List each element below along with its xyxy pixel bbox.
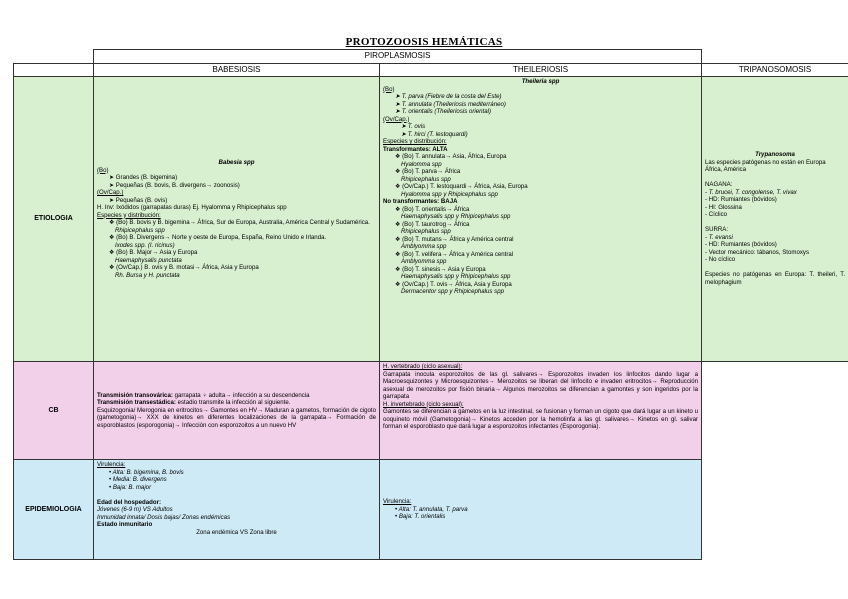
babesia-genus: Babesia spp [218, 159, 255, 166]
theileria-bo-item: ➤ T. parva (Fiebre de la costa del Este) [395, 93, 502, 100]
trypano-nonpathogenic: Especies no patógenas en Europa: T. theileri, T. melophagium [705, 271, 846, 286]
babesia-dist-vector: Ixodes spp. (I. ricinus) [115, 241, 175, 249]
theileria-epi-vir-item: • Baja: T. orientalis [395, 513, 446, 521]
theileria-cb-hi-text: Gamontes se diferencian a gametos en la luz intestinal, se fusionan y forman un cigoto que dará lugar a un kineto u ooquineto móvil (Gametogonia)→ Kinetos acceden por la hemolinfa a las gl. salivares→ Kinetos en gl. salivar forman el esporoblasto que dará lugar a esporozoitos infectantes (Esporogonia). [383, 408, 699, 430]
babesia-dist-item: ❖ (Bo) B. Major→ Asia y Europa [109, 249, 198, 256]
theileria-bo-item: ➤ T. annulata (Theileriosis mediterráneo) [395, 100, 506, 108]
babesia-cb-cycle: Esquizogonia/ Merogonia en eritrocitos→ Gamontes en HV→ Maduran a gametos, formación de cigoto (gametogonia)→ XXX de kinetos en diferentes localizaciones de la garrapata→ Formación de esporoblastos (esporogonia)→ Infección con esporozoitos a un nuevo HV [97, 406, 376, 429]
theileria-ovcap-item: ➤ T. ovis [401, 123, 426, 130]
theileria-t-item: ❖ (Ov/Cap.) T. lestoquardi→ África, Asia, Europa [395, 183, 528, 190]
trypano-intro: Las especies patógenas no están en Europa [705, 158, 826, 166]
babesia-dist-vector: Rhipicephalus spp [115, 226, 165, 234]
theileria-cb-hi-label: H. invertebrado (ciclo sexual): [383, 400, 464, 408]
theileria-epi-cell [380, 460, 702, 560]
trypano-genus: Trypanosoma [755, 151, 795, 158]
babesia-epi-estado: Estado inmunitario [97, 521, 153, 528]
theileria-nt-item: ❖ (Bo) T. taurotrog→ África [395, 220, 470, 228]
babesia-cb-cell [94, 362, 380, 460]
babesia-bo-item: ➤ Grandes (B. bigemina) [109, 174, 178, 181]
header-theileriosis: THEILERIOSIS [380, 64, 702, 77]
header-babesiosis: BABESIOSIS [94, 64, 380, 77]
trypano-surra-item: - HD: Rumiantes (bóvidos) [705, 241, 777, 248]
theileria-bo: (Bo) [383, 85, 395, 93]
row-label-epidemiologia: EPIDEMIOLOGIA [14, 460, 94, 560]
babesia-hinv: H. Inv: Ixódidos (garrapatas duras) Ej. Hyalomma y Rhipicephalus spp [97, 204, 287, 211]
babesia-epi-cell [94, 460, 380, 560]
theileria-genus: Theileria spp [521, 78, 560, 85]
babesia-bo-item: ➤ Pequeñas (B. bovis, B. divergens→ zoonosis) [109, 181, 240, 189]
trypano-nagana-item: - T. brucei, T. congolense, T. vivax [705, 188, 797, 196]
trypano-nagana-item: - Cíclico [705, 211, 728, 218]
theileria-nt-item: ❖ (Bo) T. mutans→ África y América central [395, 235, 514, 243]
babesia-cb-transestadica-label: Transmisión transestádica: [97, 399, 176, 407]
babesia-epi-zona: Zona endémica VS Zona libre [196, 528, 277, 536]
theileria-ovcap-item: ➤ T. hirci (T. lestoquardi) [401, 130, 468, 138]
theileria-t-vector: Rhipicephalus spp [401, 175, 451, 183]
babesia-dist-item: ❖ (Bo) B. Divergens→ Norte y oeste de Europa, España, Reino Unido e Irlanda. [109, 234, 327, 241]
theileria-nt-item: ❖ (Bo) T. orientalis→ África [395, 205, 470, 213]
protozoosis-table [13, 49, 848, 560]
trypano-surra-item: - T. evansi [705, 233, 733, 241]
theileria-nt-vector: Rhipicephalus spp [401, 228, 451, 235]
babesia-epi-edad: Edad del hospedador: [97, 498, 161, 506]
theileria-nt-vector: Haemaphysalis spp y Rhipicephalus spp [401, 213, 511, 220]
theileria-nt-vector: Dermacentor spp y Rhipicephalus spp [401, 288, 504, 295]
babesia-dist-vector: Rh. Bursa y H. punctata [115, 271, 180, 279]
babesia-bo: (Bo) [97, 166, 109, 174]
babesia-dist-item: ❖ (Ov/Cap.) B. ovis y B. motasi→ África, Asia y Europa [109, 264, 259, 271]
theileria-especies: Especies y distribución: [383, 138, 447, 145]
trypano-nagana-item: - HD: Rumiantes (bóvidos) [705, 196, 777, 203]
babesia-ovcap-item: ➤ Pequeñas (B. ovis) [109, 196, 168, 204]
theileria-nt-vector: Haemaphysalis spp y Rhipicephalus spp [401, 273, 511, 280]
theileria-t-vector: Hyalomma spp y Rhipicephalus spp [401, 190, 498, 198]
theileria-no-transformantes: No transformantes: BAJA [383, 198, 458, 205]
theileria-transformantes: Transformantes: ALTA [383, 145, 448, 153]
theileria-t-vector: Hyalomma spp [401, 160, 442, 168]
babesia-dist-vector: Haemaphysalis punctata [115, 256, 182, 264]
babesia-especies: Especies y distribución: [97, 211, 161, 219]
theileria-cb-hv-label: H. vertebrado (ciclo asexual): [383, 363, 463, 370]
header-tripanosomosis: TRIPANOSOMOSIS [702, 64, 848, 77]
theileria-nt-item: ❖ (Ov/Cap.) T. ovis→ África, Asia y Europa [395, 280, 512, 288]
theileria-bo-item: ➤ T. orientalis (Theileriosis oriental) [395, 108, 491, 115]
theileria-etiologia-cell [380, 77, 702, 362]
babesia-epi-vir-item: • Media: B. divergens [109, 476, 167, 483]
babesia-dist-item: ❖ (Bo) B. bovis y B. bigemina→ África, Sur de Europa, Australia, América Central y Sudamérica. [109, 219, 370, 226]
page-title: PROTOZOOSIS HEMÁTICAS [345, 36, 503, 48]
theileria-nt-vector: Amblyomma spp [401, 243, 447, 250]
trypano-nagana: NAGANA: [705, 181, 733, 188]
trypano-surra-item: - Vector mecánico: tábanos, Stomoxys [705, 248, 809, 256]
header-empty [14, 64, 94, 77]
babesia-ovcap: (Ov/Cap.) [97, 189, 124, 196]
theileria-t-item: ❖ (Bo) T. annulata→ Asia, África, Europa [395, 153, 507, 160]
theileria-nt-item: ❖ (Bo) T. sinesis→ Asia y Europa [395, 265, 486, 273]
trypano-intro2: África, América [705, 166, 746, 173]
theileria-nt-vector: Amblyomma spp [401, 258, 447, 265]
trypano-surra: SURRA: [705, 226, 729, 233]
trypano-etiologia-cell [702, 77, 848, 362]
theileria-ovcap: (Ov/Cap.) [383, 115, 410, 123]
babesia-cb-transovarica: garrapata ♀ adulta→ infección a su descendencia [172, 391, 310, 399]
babesia-etiologia-cell [94, 77, 380, 362]
babesia-epi-vir-item: • Alta: B. bigemina, B. bovis [109, 468, 184, 476]
babesia-epi-vir-item: • Baja: B. major [109, 483, 152, 491]
babesia-cb-transovarica-label: Transmisión transovárica: [97, 391, 173, 399]
theileria-t-item: ❖ (Bo) T. parva→ África [395, 168, 461, 175]
theileria-cb-hv-text: Garrapata inocula esporozoitos de las gl. salivares→ Esporozoitos invaden los linfocitos dando lugar a Macroesquizontes y Microesquizontes→ Merozoitos se liberan del linfocito e invaden eritrocitos→ Reproducción asexual de merozoitos por fisión binaria→ Algunos merozoitos se diferencian a gamontes y son ingeridos por la garrapata [383, 370, 699, 400]
theileria-nt-item: ❖ (Bo) T. velifera→ África y América central [395, 250, 514, 258]
empty-corner [14, 50, 94, 64]
theileria-epi-vir-item: • Alta: T. annulata, T. parva [395, 505, 468, 513]
theileria-epi-virulencia: Virulencia: [383, 498, 412, 506]
babesia-cb-transestadica: estadio transmite la infección al siguiente. [175, 399, 291, 407]
babesia-epi-inmunidad: Inmunidad innata/ Dosis bajas/ Zonas endémicas [97, 513, 231, 521]
header-piroplasmosis: PIROPLASMOSIS [94, 50, 702, 64]
trypano-surra-item: - No cíclico [705, 256, 736, 263]
theileria-cb-cell [380, 362, 702, 460]
row-label-cb: CB [14, 362, 94, 460]
trypano-nagana-item: - HI: Glossina [705, 203, 742, 211]
babesia-epi-virulencia: Virulencia: [97, 461, 126, 468]
row-label-etiologia: ETIOLOGIA [14, 77, 94, 362]
babesia-epi-edad-text: Jóvenes (6-9 m) VS Adultos [97, 506, 173, 513]
